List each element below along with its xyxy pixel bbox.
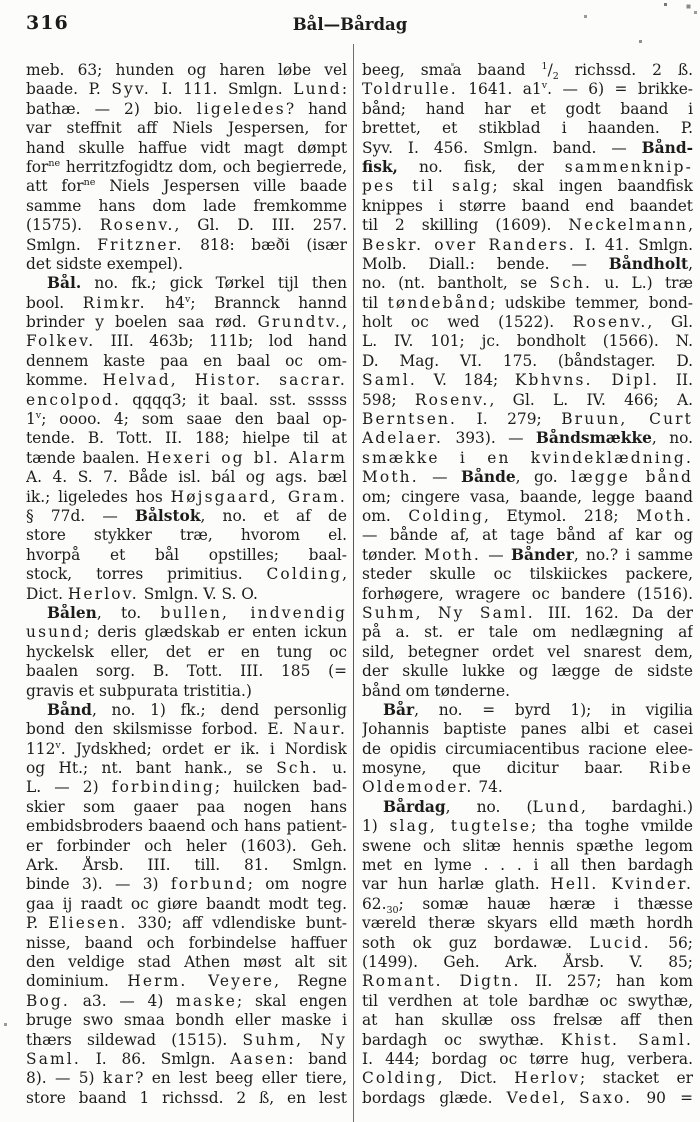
page-header bbox=[0, 8, 700, 42]
text-line: Moth. — Bånde, go. lægge bånd bbox=[362, 468, 693, 487]
text-line: 1$^v$; oooo. 4; som saae den baal op- bbox=[26, 410, 347, 429]
text-line: beeg, smaa baand $^1/_2$ richssd. 2 ß. bbox=[362, 61, 693, 81]
text-line: steder skulle oc tilskiickes packere, bbox=[362, 565, 693, 584]
text-line: 598; Rosenv., Gl. L. IV. 466; A. bbox=[362, 390, 693, 409]
text-line: meb. 63; hunden og haren løbe vel bbox=[26, 61, 347, 79]
text-line: baade. P. Syv. I. 111. Smlgn. Lund: bbox=[26, 80, 347, 99]
text-line: for$^{ne}$ herritzfogidtz dom, och begierrede, bbox=[26, 157, 347, 176]
text-line: swene och slitæ hennis spæthe legom bbox=[362, 836, 693, 855]
text-line: gravis et subpurata tristitia.) bbox=[26, 681, 252, 700]
running-head-title: Bål—Bårdag bbox=[292, 15, 408, 34]
text-line: Syv. I. 456. Smlgn. band. — Bånd- bbox=[362, 138, 693, 157]
text-line: Saml. I. 86. Smlgn. Aasen: band bbox=[26, 1049, 347, 1068]
text-line: var hun harlæ glath. Hell. Kvinder. bbox=[362, 875, 693, 894]
text-line: forhøgere, wragere oc bandere (1516). bbox=[362, 584, 693, 603]
text-line: store baand 1 richssd. 2 ß, en lest bbox=[26, 1088, 347, 1107]
text-line: Bålen, to. bullen, indvendig bbox=[47, 603, 347, 622]
text-line: § 77d. — Bålstok, no. et af de bbox=[26, 506, 347, 525]
text-line: Berntsen. I. 279; Bruun, Curt bbox=[362, 410, 693, 429]
text-line: hyckelsk eller, det er en tung oc bbox=[26, 642, 347, 661]
text-line: P. Eliesen. 330; aff vdlendiske bunt- bbox=[26, 914, 347, 933]
text-line: de opidis circumiacentibus racione elee- bbox=[362, 739, 693, 758]
text-line: Oldemoder. 74. bbox=[362, 778, 503, 797]
text-line: Smlgn. Fritzner. 818: bæði (især bbox=[26, 235, 347, 254]
text-line: smække i en kvindeklædning. bbox=[362, 448, 693, 467]
text-line: ik.; ligeledes hos Højsgaard, Gram. bbox=[26, 487, 347, 506]
text-line: gaa ij raadt oc giøre baandt modt teg. bbox=[26, 894, 347, 913]
text-line: dennem kaste paa en baal oc om- bbox=[26, 351, 347, 370]
text-line: Bog. a3. — 4) maske; skal engen bbox=[26, 991, 347, 1010]
text-line: baalen sorg. B. Tott. III. 185 (= bbox=[26, 662, 347, 681]
text-line: bathæ. — 2) bio. ligeledes? hand bbox=[26, 99, 347, 118]
text-line: at han skullæ oss frelsæ aff then bbox=[362, 1011, 693, 1030]
text-line: Bår, no. = byrd 1); in vigilia bbox=[383, 700, 693, 719]
text-line: samme hans dom lade fremkomme bbox=[26, 196, 347, 215]
text-line: met en lyme . . . i all then bardagh bbox=[362, 856, 693, 875]
text-line: 112$^v$. Jydskhed; ordet er ik. i Nordisk bbox=[26, 739, 347, 758]
text-line: på a. st. er tale om nedlægning af bbox=[362, 623, 693, 642]
text-line: komme. Helvad, Histor. sacrar. bbox=[26, 371, 347, 390]
text-line: bånd om tønderne. bbox=[362, 681, 511, 700]
text-line: Bål. no. fk.; gick Tørkel tijl then bbox=[47, 274, 347, 293]
text-line: væreld theræ skyars elld mæth hordh bbox=[362, 914, 693, 933]
text-line: stock, torres primitius. Colding, bbox=[26, 565, 347, 584]
text-line: (1575). Rosenv., Gl. D. III. 257. bbox=[26, 216, 347, 235]
text-line: Molb. Diall.: bende. — Båndholt, bbox=[362, 254, 693, 273]
text-line: nisse, baand och forbindelse haffuer bbox=[26, 933, 347, 952]
text-line: bond den skilsmisse forbod. E. Naur. bbox=[26, 720, 347, 739]
text-line: om; cingere vasa, baande, legge baand bbox=[362, 487, 693, 506]
text-line: encolpod. qqqq3; it baal. sst. sssss bbox=[26, 390, 347, 409]
text-line: til 2 skilling (1609). Neckelmann, bbox=[362, 216, 693, 235]
text-line: Colding, Dict. Herlov; stacket er bbox=[362, 1069, 693, 1088]
text-line: L. — 2) forbinding; huilcken bad- bbox=[26, 778, 347, 797]
text-line: Saml. V. 184; Kbhvns. Dipl. II. bbox=[362, 371, 693, 390]
text-line: er forbinder och heler (1603). Geh. bbox=[26, 836, 347, 855]
column-divider-rule bbox=[353, 44, 354, 1122]
text-line: hvorpå et bål opstilles; baal- bbox=[26, 545, 347, 564]
text-line: 8). — 5) kar? en lest beeg eller tiere, bbox=[26, 1069, 347, 1088]
text-line: Johannis baptiste panes albi et casei bbox=[362, 720, 693, 739]
text-line: der skulle lukke og lægge de sidste bbox=[362, 662, 693, 681]
text-line: bruge swo smaa bondh eller maske i bbox=[26, 1011, 347, 1030]
text-line: var steffnit aff Niels Jespersen, for bbox=[26, 119, 347, 138]
text-line: usund; deris glædskab er enten ickun bbox=[26, 623, 347, 642]
text-line: att for$^{ne}$ Niels Jespersen ville baade bbox=[26, 177, 347, 196]
text-line: Adelaer. 393). — Båndsmække, no. bbox=[362, 429, 693, 448]
text-line: binde 3). — 3) forbund; om nogre bbox=[26, 875, 347, 894]
text-line: soth ok guz bordawæ. Lucid. 56; bbox=[362, 933, 693, 952]
text-line: bardagh oc swythæ. Khist. Saml. bbox=[362, 1030, 693, 1049]
text-line: bånd; hand har et godt baand i bbox=[362, 99, 693, 118]
text-line: Folkev. III. 463b; 111b; lod hand bbox=[26, 332, 347, 351]
text-line: no. (nt. bantholt, se Sch. u. L.) træ bbox=[362, 274, 693, 293]
text-line: den veldige stad Athen møst alt sit bbox=[26, 952, 347, 971]
text-line: hand skulle haffue vidt magt dømpt bbox=[26, 138, 347, 157]
text-line: knippes i større baand end baandet bbox=[362, 196, 693, 215]
text-line: Romant. Digtn. II. 257; han kom bbox=[362, 972, 693, 991]
text-line: tende. B. Tott. II. 188; hielpe til at bbox=[26, 429, 347, 448]
text-line: dominium. Herm. Veyere, Regne bbox=[26, 972, 347, 991]
text-line: brinder y boelen saa rød. Grundtv., bbox=[26, 313, 347, 332]
page-number: 316 bbox=[26, 12, 69, 34]
text-line: om. Colding, Etymol. 218; Moth. bbox=[362, 506, 693, 525]
text-line: Dict. Herlov. Smlgn. V. S. O. bbox=[26, 584, 258, 603]
text-line: Toldrulle. 1641. a1$^v$. — 6) = brikke- bbox=[362, 80, 693, 99]
text-line: (1499). Geh. Ark. Årsb. V. 85; bbox=[362, 952, 693, 971]
text-line: I. 444; bordag oc tørre hug, verbera. bbox=[362, 1049, 693, 1068]
text-line: pes til salg; skal ingen baandfisk bbox=[362, 177, 693, 196]
text-line: store stykker træ, hvorom el. bbox=[26, 526, 347, 545]
text-line: tønder. Moth. — Bånder, no.? i samme bbox=[362, 545, 693, 564]
text-line: — bånde af, at tage bånd af kar og bbox=[362, 526, 693, 545]
text-line: holt oc wed (1522). Rosenv., Gl. bbox=[362, 313, 693, 332]
text-line: skier som gaaer paa nogen hans bbox=[26, 797, 347, 816]
text-line: bordags glæde. Vedel, Saxo. 90 = bbox=[362, 1088, 693, 1107]
text-line: Bånd, no. 1) fk.; dend personlig bbox=[47, 700, 347, 719]
text-line: mosyne, que dicitur baar. Ribe bbox=[362, 759, 693, 778]
text-line: sild, betegner ordet vel snarest dem, bbox=[362, 642, 693, 661]
text-line: A. 4. S. 7. Både isl. bál og ags. bæl bbox=[26, 468, 347, 487]
text-line: L. IV. 101; jc. bondholt (1566). N. bbox=[362, 332, 693, 351]
column-left bbox=[26, 61, 347, 1108]
text-line: brettet, et stikblad i haanden. P. bbox=[362, 119, 693, 138]
text-line: Suhm, Ny Saml. III. 162. Da der bbox=[362, 603, 693, 622]
text-line: fisk, no. fisk, der sammenknip- bbox=[362, 157, 693, 176]
text-line: tænde baalen. Hexeri og bl. Alarm bbox=[26, 448, 347, 467]
text-line: det sidste exempel). bbox=[26, 254, 184, 273]
paper-specks bbox=[0, 0, 1, 1]
text-line: til verdhen at tole bardhæ oc swythæ, bbox=[362, 991, 693, 1010]
text-line: bool. Rimkr. h4$^v$; Brannck hannd bbox=[26, 293, 347, 312]
text-line: Bårdag, no. (Lund, bardaghi.) bbox=[383, 797, 693, 816]
text-line: 1) slag, tugtelse; tha toghe vmilde bbox=[362, 817, 693, 836]
text-line: og Ht.; nt. bant hank., se Sch. u. bbox=[26, 759, 347, 778]
text-line: thærs sildewad (1515). Suhm, Ny bbox=[26, 1030, 347, 1049]
text-line: D. Mag. VI. 175. (båndstager. D. bbox=[362, 351, 693, 370]
text-line: embidsbroders baaend och hans patient- bbox=[26, 817, 347, 836]
text-line: Beskr. over Randers. I. 41. Smlgn. bbox=[362, 235, 693, 254]
text-line: $62._{30}$; somæ hauæ hæræ i thæsse bbox=[362, 894, 693, 915]
column-right bbox=[362, 61, 693, 1108]
text-line: Ark. Årsb. III. till. 81. Smlgn. bbox=[26, 856, 347, 875]
text-line: til tøndebånd; udskibe temmer, bond- bbox=[362, 293, 693, 312]
